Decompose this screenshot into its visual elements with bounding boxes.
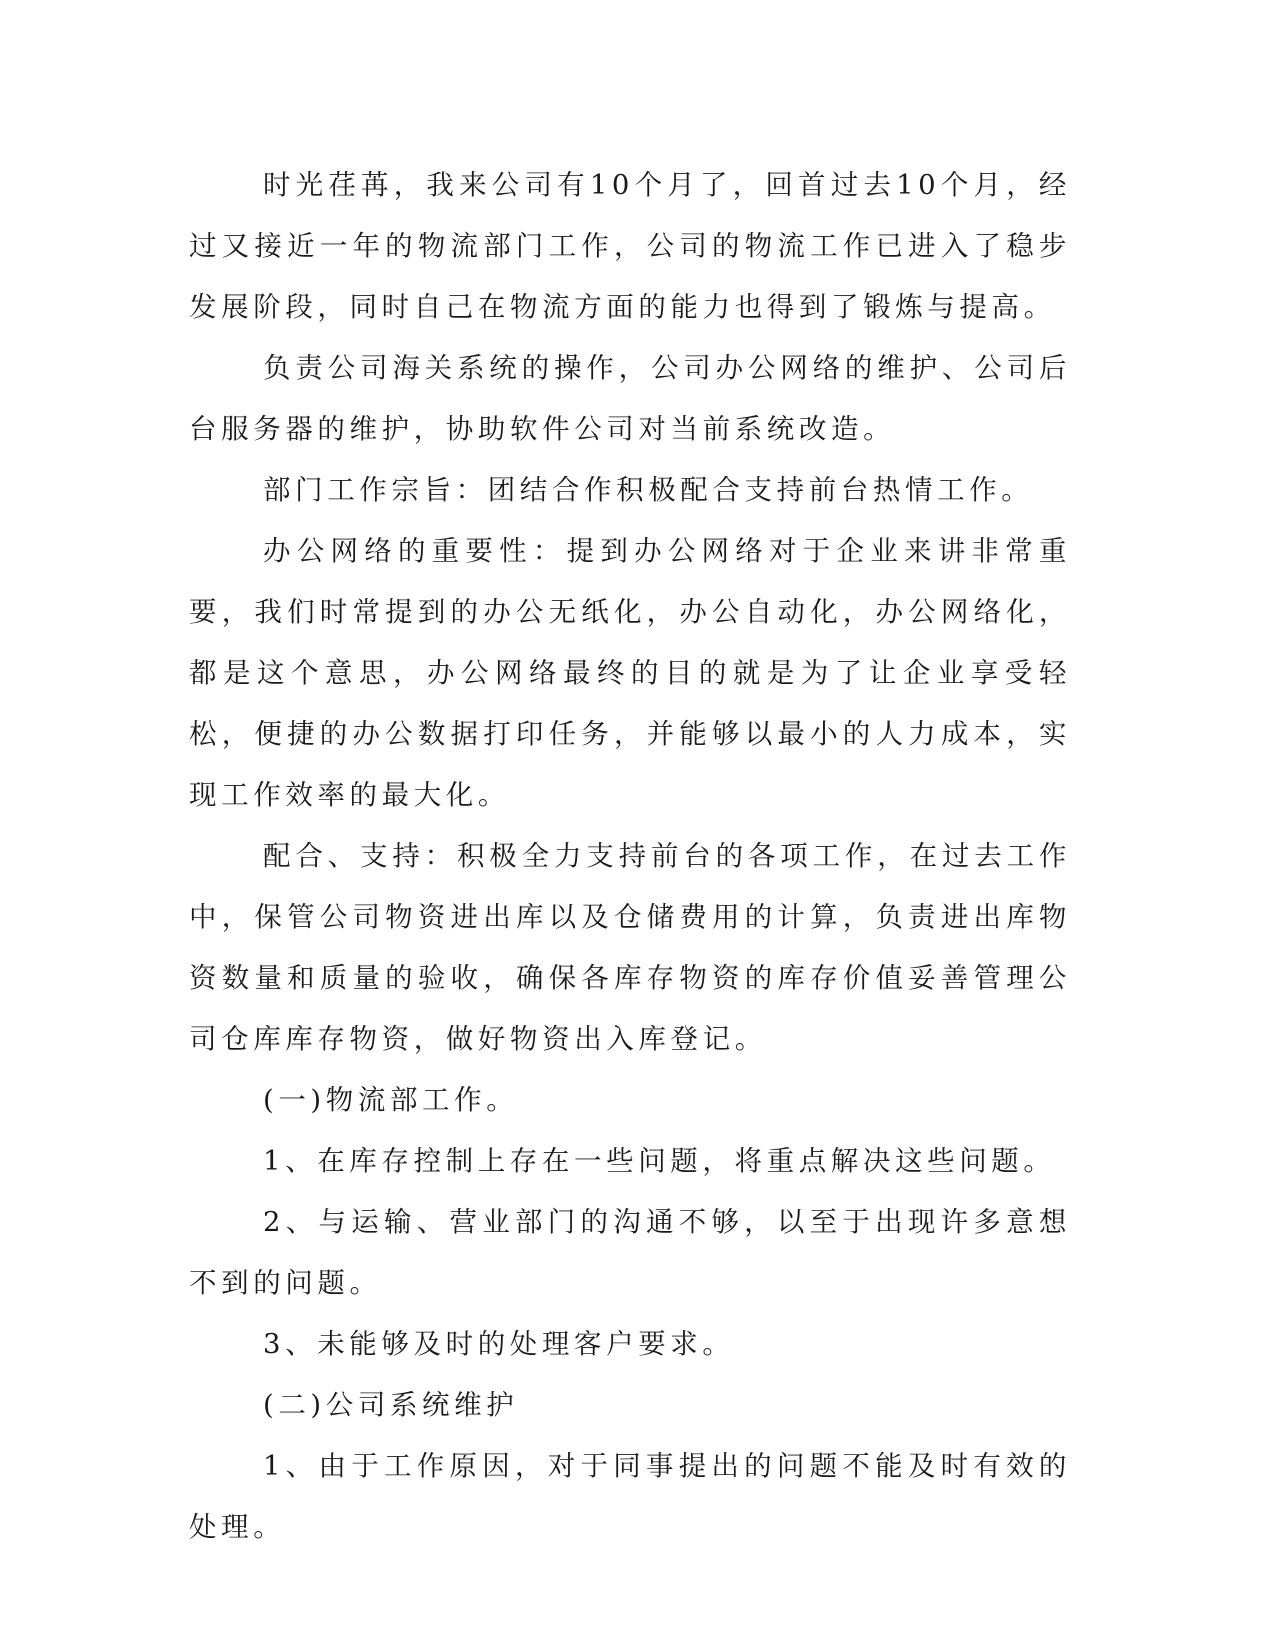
paragraph-responsibilities: 负责公司海关系统的操作，公司办公网络的维护、公司后台服务器的维护，协助软件公司对当前系统改造。	[189, 352, 1071, 445]
section-heading-logistics: (一)物流部工作。	[263, 1084, 519, 1116]
paragraph-support: 配合、支持：积极全力支持前台的各项工作，在过去工作中，保管公司物资进出库以及仓储费用的计算，负责进出库物资数量和质量的验收，确保各库存物资的库存价值妥善管理公司仓库库存物资，做好物资出入库登记。	[189, 840, 1071, 1055]
list-item: 1、由于工作原因，对于同事提出的问题不能及时有效的处理。	[189, 1450, 1071, 1543]
list-item: 2、与运输、营业部门的沟通不够，以至于出现许多意想不到的问题。	[189, 1206, 1071, 1299]
section-heading-system-maintenance: (二)公司系统维护	[263, 1389, 519, 1421]
paragraph-department-purpose: 部门工作宗旨：团结合作积极配合支持前台热情工作。	[263, 474, 1034, 506]
document-body	[189, 155, 1071, 1558]
paragraph-office-network: 办公网络的重要性：提到办公网络对于企业来讲非常重要，我们时常提到的办公无纸化，办公自动化，办公网络化，都是这个意思，办公网络最终的目的就是为了让企业享受轻松，便捷的办公数据打印任务，并能够以最小的人力成本，实现工作效率的最大化。	[189, 535, 1071, 811]
paragraph-intro: 时光荏苒，我来公司有10个月了，回首过去10个月，经过又接近一年的物流部门工作，公司的物流工作已进入了稳步发展阶段，同时自己在物流方面的能力也得到了锻炼与提高。	[189, 169, 1071, 323]
list-item: 3、未能够及时的处理客户要求。	[263, 1328, 735, 1360]
list-item: 1、在库存控制上存在一些问题，将重点解决这些问题。	[263, 1145, 1056, 1177]
